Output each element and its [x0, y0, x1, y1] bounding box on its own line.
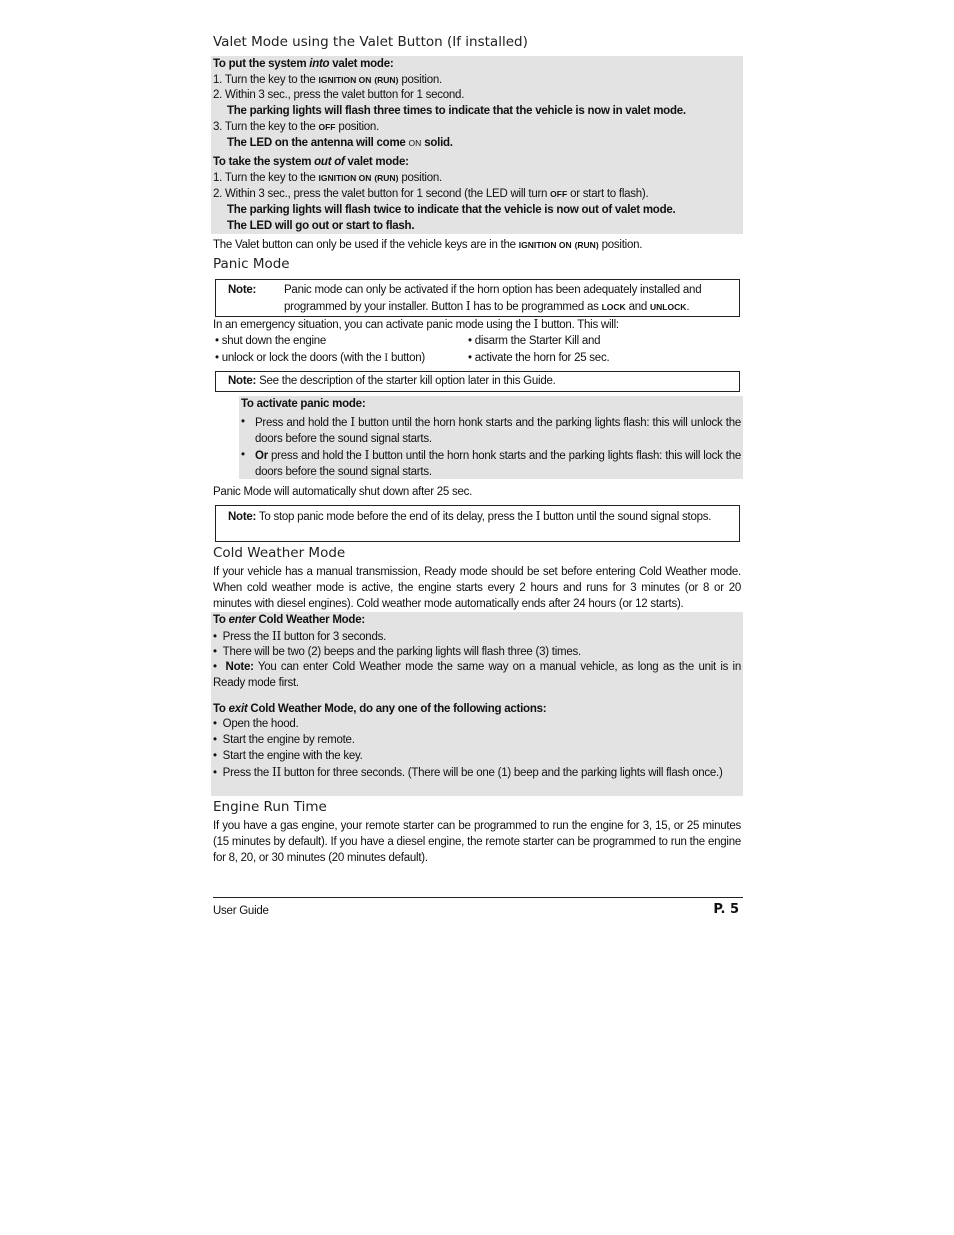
panic-note-box	[215, 279, 740, 317]
panic-note3-box	[215, 505, 740, 542]
valet-step-2: 2. Within 3 sec., press the valet button for 1 second.	[213, 89, 465, 101]
cold-exit-bullet-3: • Start the engine with the key.	[213, 750, 363, 762]
footer-left: User Guide	[213, 905, 269, 917]
valet-heading: Valet Mode using the Valet Button (If installed)	[213, 34, 528, 50]
panic-activate-bullet-2: Or press and hold the I button until the horn honk starts and the parking lights flash: this will lock the doors before the sound signal starts.	[255, 448, 741, 478]
cold-intro: If your vehicle has a manual transmission, Ready mode should be set before entering Cold Weather mode. When cold weather mode is active, the engine starts every 2 hours and runs for 3 minutes (or 8 or 20 minutes with diesel engines). Cold weather mode automatically ends after 24 hours (or 12 starts).	[213, 566, 741, 610]
valet-out-step-2: 2. Within 3 sec., press the valet button for 1 second (the LED will turn OFF or start to flash).	[213, 188, 649, 200]
valet-step-1: 1. Turn the key to the IGNITION ON (RUN) position.	[213, 74, 442, 86]
footer-rule	[213, 897, 743, 898]
panic-autoshut: Panic Mode will automatically shut down after 25 sec.	[213, 486, 473, 498]
panic-intro: In an emergency situation, you can activate panic mode using the I button. This will:	[213, 317, 619, 331]
valet-out-result-2: The LED will go out or start to flash.	[227, 220, 415, 232]
panic-activate-bullet-2-dot: •	[241, 449, 245, 461]
page-number: P. 5	[713, 902, 739, 917]
valet-footnote: The Valet button can only be used if the vehicle keys are in the IGNITION ON (RUN) position.	[213, 239, 643, 251]
panic-bullet-left-1: • shut down the engine	[215, 335, 327, 347]
panic-note-label: Note:	[228, 284, 257, 296]
valet-step-2-result: The parking lights will flash three times to indicate that the vehicle is now in valet mode.	[227, 105, 686, 117]
panic-note2-box	[215, 371, 740, 392]
cold-exit-bullet-2: • Start the engine by remote.	[213, 734, 355, 746]
panic-heading: Panic Mode	[213, 256, 290, 272]
valet-step-3-result: The LED on the antenna will come ON solid.	[227, 137, 453, 149]
panic-bullet-right-2: • activate the horn for 25 sec.	[468, 352, 610, 364]
cold-exit-bullet-1: • Open the hood.	[213, 718, 299, 730]
cold-enter-bullet-1: • Press the II button for 3 seconds.	[213, 629, 387, 643]
panic-activate-bullet-1: Press and hold the I button until the horn honk starts and the parking lights flash: this will unlock the doors before the sound signal starts.	[255, 415, 741, 445]
panic-note3-text: Note: To stop panic mode before the end of its delay, press the I button until the sound signal stops.	[228, 509, 712, 523]
runtime-text: If you have a gas engine, your remote starter can be programmed to run the engine for 3, 15, or 25 minutes (15 minutes by default). If you have a diesel engine, the remote starter can be programmed to run the engine for 8, 20, or 30 minutes (20 minutes default).	[213, 820, 741, 864]
panic-note2-text: Note: See the description of the starter kill option later in this Guide.	[228, 375, 556, 387]
cold-enter-bullet-3: • Note: You can enter Cold Weather mode the same way on a manual vehicle, as long as the unit is in Ready mode first.	[213, 661, 741, 689]
cold-enter-bullet-2: • There will be two (2) beeps and the parking lights will flash three (3) times.	[213, 646, 581, 658]
panic-activate-title: To activate panic mode:	[241, 398, 366, 410]
valet-put-into-title: To put the system into valet mode:	[213, 58, 394, 70]
panic-note-line-1: Panic mode can only be activated if the horn option has been adequately installed and	[284, 284, 702, 296]
valet-take-out-title: To take the system out of valet mode:	[213, 156, 409, 168]
valet-step-3: 3. Turn the key to the OFF position.	[213, 121, 380, 133]
valet-out-result-1: The parking lights will flash twice to indicate that the vehicle is now out of valet mode.	[227, 204, 676, 216]
cold-exit-title: To exit Cold Weather Mode, do any one of the following actions:	[213, 703, 547, 715]
panic-activate-bullet-1-dot: •	[241, 416, 245, 428]
cold-heading: Cold Weather Mode	[213, 545, 346, 561]
panic-bullet-left-2: • unlock or lock the doors (with the I button)	[215, 352, 425, 364]
panic-note-line-2: programmed by your installer. Button I has to be programmed as LOCK and UNLOCK.	[284, 299, 690, 313]
valet-out-step-1: 1. Turn the key to the IGNITION ON (RUN) position.	[213, 172, 442, 184]
cold-exit-bullet-4: • Press the II button for three seconds. (There will be one (1) beep and the parking lights will flash once.)	[213, 765, 723, 779]
cold-enter-title: To enter Cold Weather Mode:	[213, 614, 365, 626]
panic-bullet-right-1: • disarm the Starter Kill and	[468, 335, 601, 347]
runtime-heading: Engine Run Time	[213, 799, 327, 815]
